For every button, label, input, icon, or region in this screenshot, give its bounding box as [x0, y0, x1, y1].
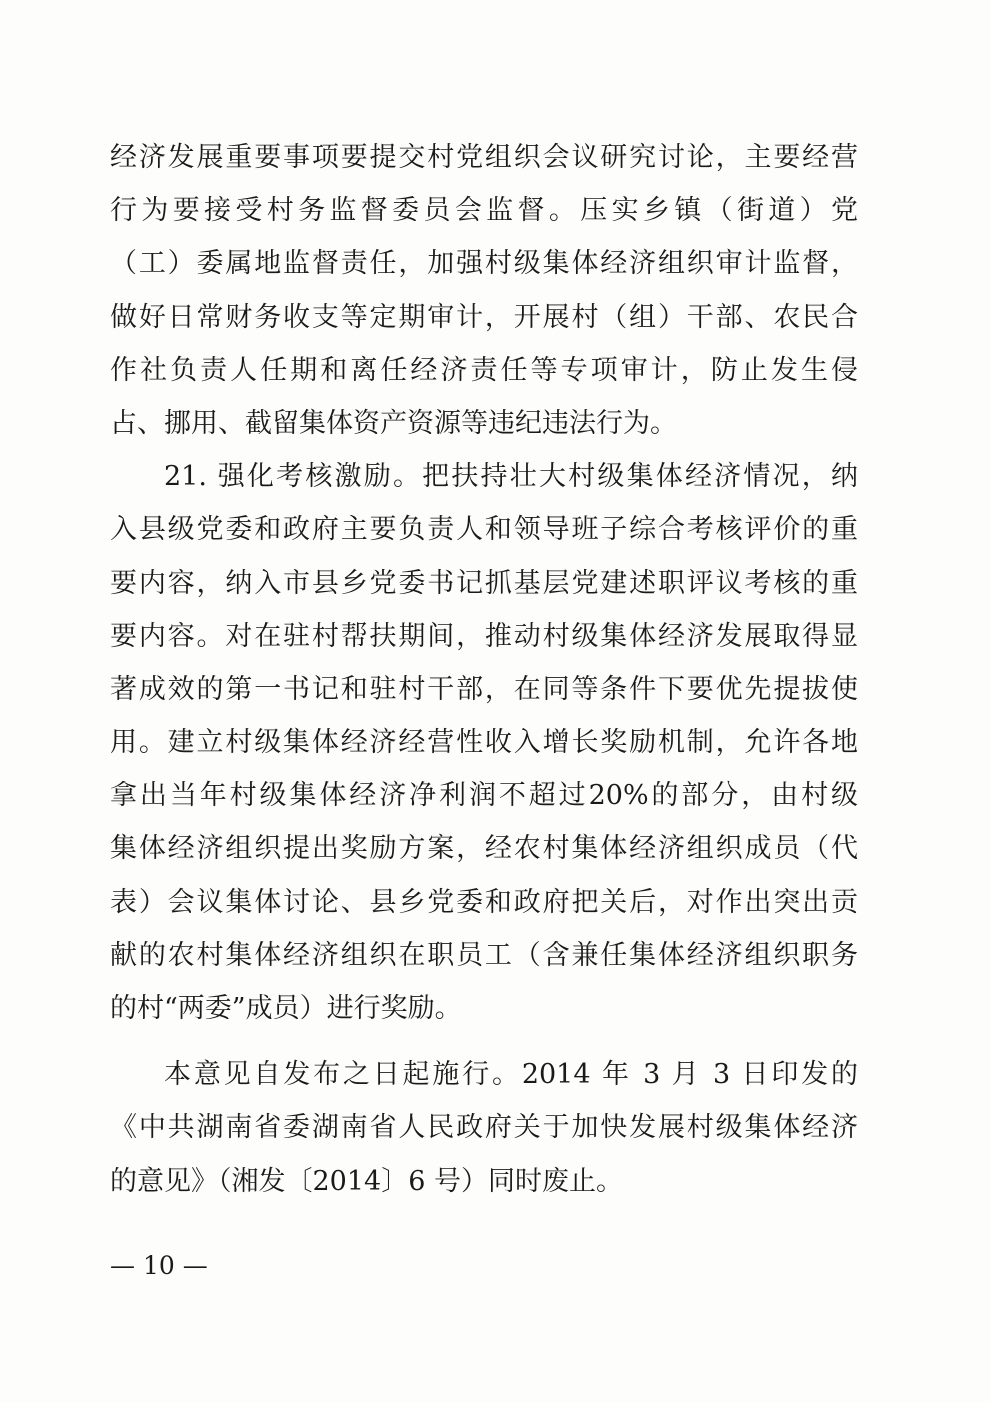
text-line: 著成效的第一书记和驻村干部，在同等条件下要优先提拔使	[110, 673, 858, 705]
text-line: 本意见自发布之日起施行。2014 年 3 月 3 日印发的	[164, 1059, 858, 1091]
paragraph-spacer	[110, 1035, 858, 1048]
text-line: 要内容。对在驻村帮扶期间，推动村级集体经济发展取得显	[110, 620, 858, 652]
text-line: 占、挪用、截留集体资产资源等违纪违法行为。	[110, 407, 677, 439]
document-body	[110, 131, 858, 1208]
text-line: 要内容，纳入市县乡党委书记抓基层党建述职评议考核的重	[110, 567, 858, 599]
page-number: — 10 —	[110, 1251, 208, 1280]
text-line: 的意见》（湘发〔2014〕6 号）同时废止。	[110, 1165, 623, 1197]
paragraph-item-21	[110, 450, 858, 1035]
text-line: 《中共湖南省委湖南省人民政府关于加快发展村级集体经济	[110, 1112, 858, 1144]
text-line: 作社负责人任期和离任经济责任等专项审计，防止发生侵	[110, 354, 858, 386]
text-line: 21. 强化考核激励。把扶持壮大村级集体经济情况，纳	[164, 461, 858, 493]
text-line: 拿出当年村级集体经济净利润不超过20%的部分，由村级	[110, 780, 858, 812]
text-line: 的村“两委”成员）进行奖励。	[110, 993, 462, 1024]
text-line: 集体经济组织提出奖励方案，经农村集体经济组织成员（代	[110, 833, 858, 865]
text-line: （工）委属地监督责任，加强村级集体经济组织审计监督，	[110, 248, 858, 280]
text-line: 用。建立村级集体经济经营性收入增长奖励机制，允许各地	[110, 727, 858, 759]
paragraph-effective-date	[110, 1048, 858, 1208]
text-line: 做好日常财务收支等定期审计，开展村（组）干部、农民合	[110, 301, 858, 333]
paragraph-supervision	[110, 131, 858, 450]
text-line: 经济发展重要事项要提交村党组织会议研究讨论，主要经营	[110, 142, 858, 173]
text-line: 入县级党委和政府主要负责人和领导班子综合考核评价的重	[110, 514, 858, 546]
text-line: 行为要接受村务监督委员会监督。压实乡镇（街道）党	[110, 195, 858, 227]
text-line: 表）会议集体讨论、县乡党委和政府把关后，对作出突出贡	[110, 886, 858, 918]
text-line: 献的农村集体经济组织在职员工（含兼任集体经济组织职务	[110, 939, 858, 971]
